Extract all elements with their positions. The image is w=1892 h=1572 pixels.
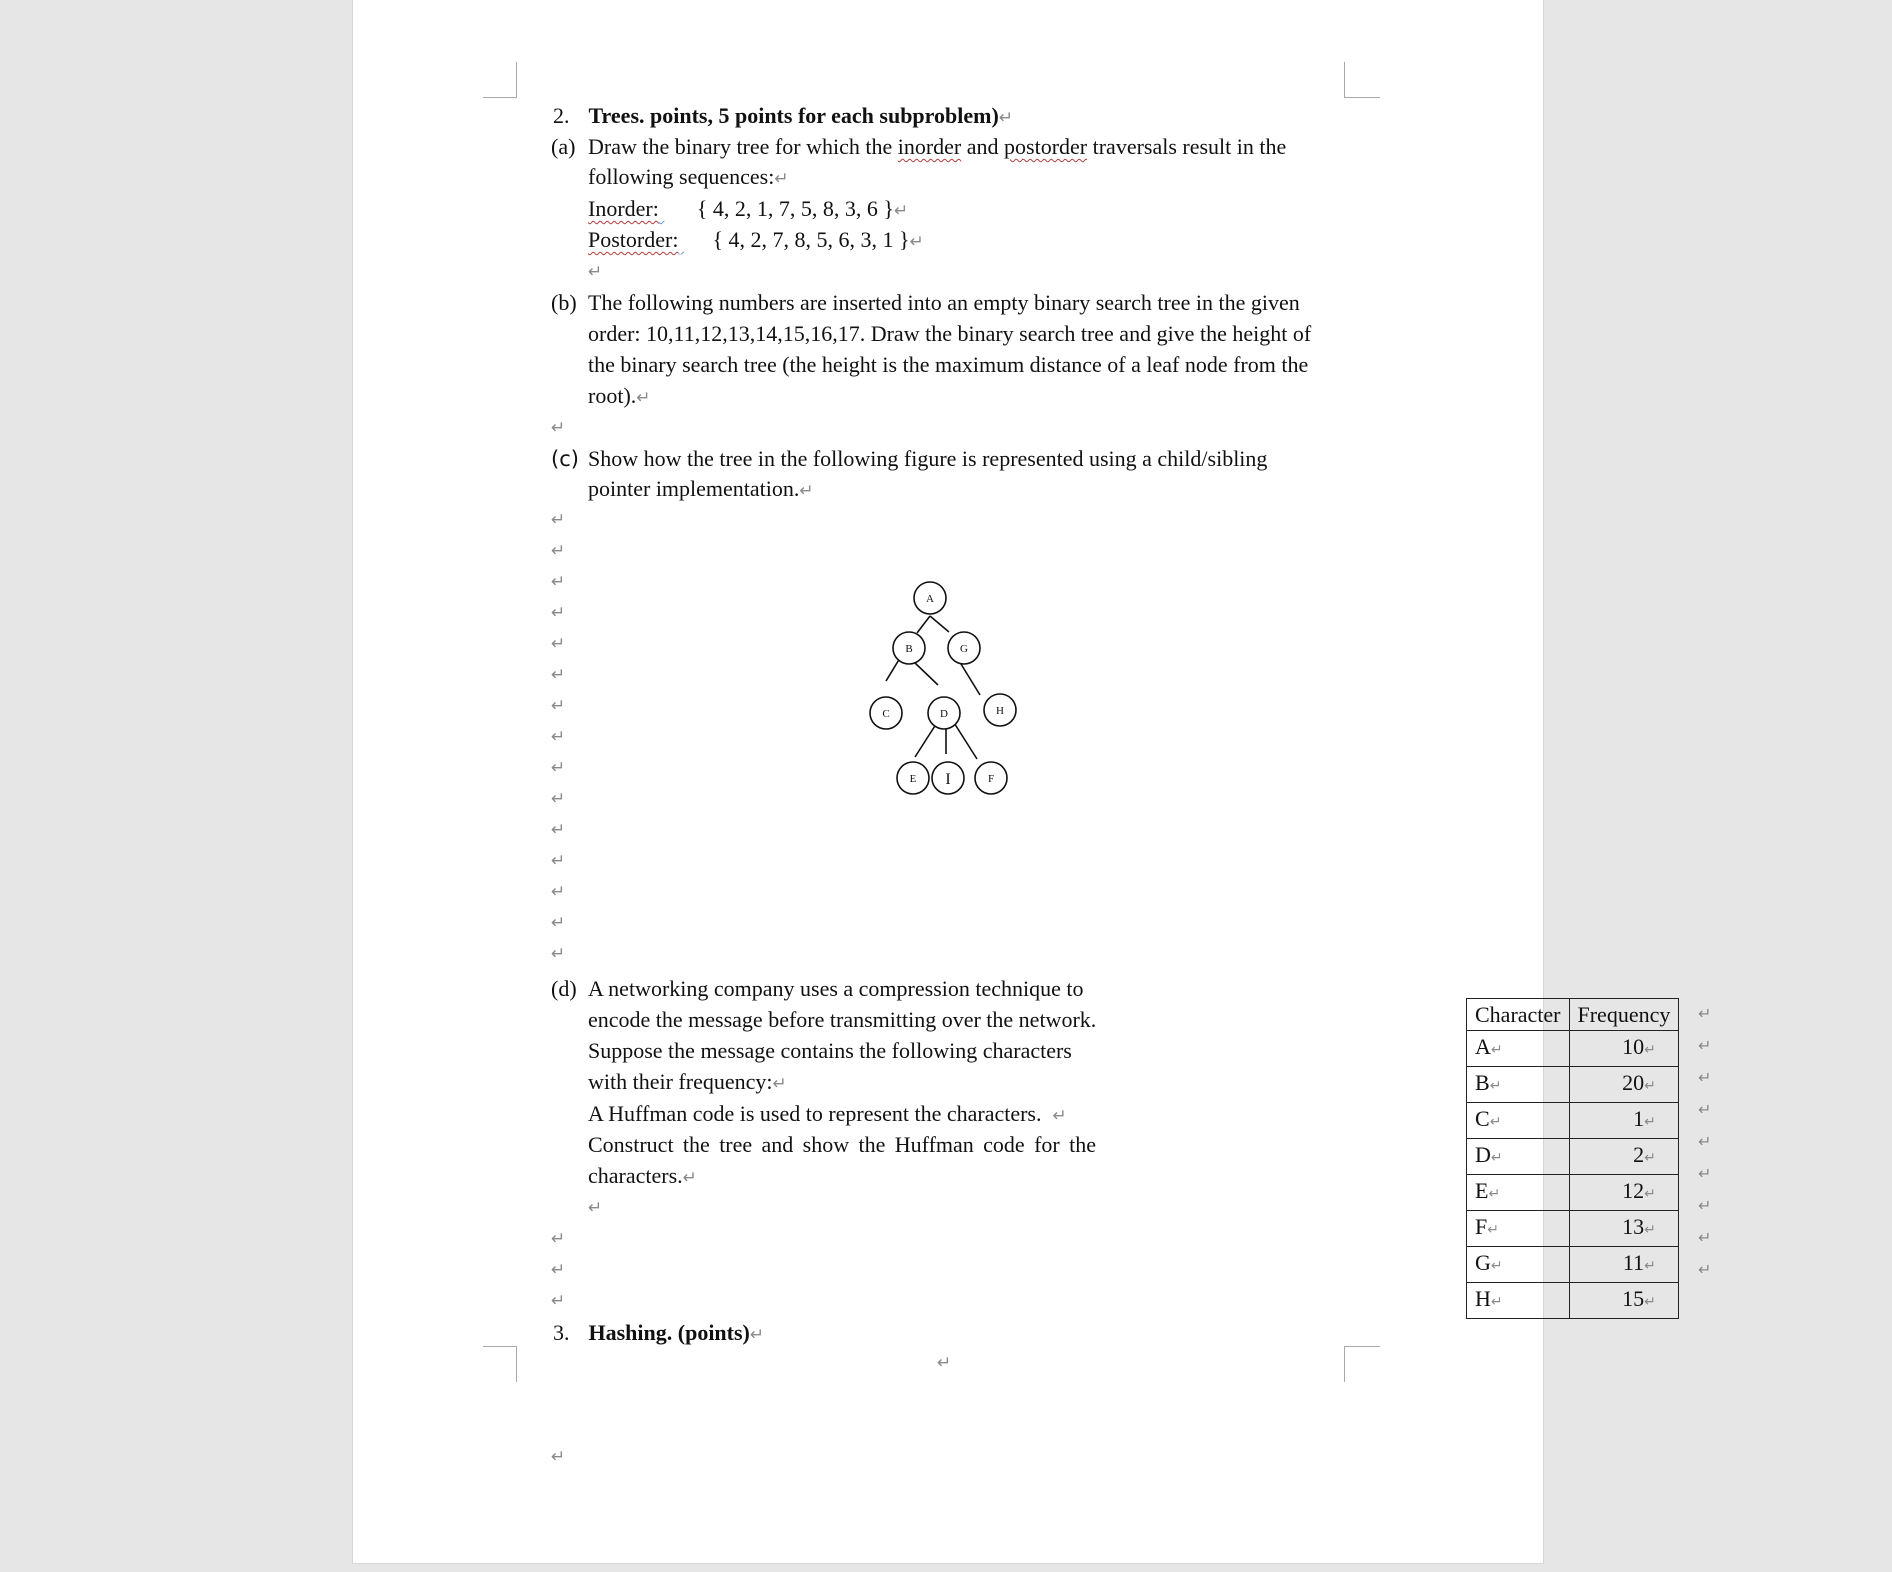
tree-node-a: A bbox=[926, 593, 934, 605]
postorder-label: Postorder: bbox=[588, 227, 679, 252]
qa-label: (a) bbox=[551, 134, 576, 159]
inorder-line bbox=[588, 194, 908, 226]
cell-frequency-text: 1 bbox=[1633, 1106, 1645, 1131]
cell-end-mark: ↵ bbox=[1644, 1222, 1656, 1238]
crop-mark-top-right bbox=[1344, 62, 1345, 98]
document-page bbox=[352, 0, 1712, 1564]
qd-line7-text: characters. bbox=[588, 1163, 683, 1188]
cell-character-text: D bbox=[1475, 1142, 1491, 1167]
table-row bbox=[1467, 1283, 1679, 1319]
cell-character bbox=[1467, 1031, 1570, 1067]
cell-frequency bbox=[1569, 1211, 1679, 1247]
table-row bbox=[1467, 1247, 1679, 1283]
crop-mark-bottom-left bbox=[516, 1346, 517, 1382]
row-end-mark: ↵ bbox=[1698, 1196, 1712, 1215]
cell-end-mark: ↵ bbox=[1644, 1150, 1656, 1166]
qc-line2-text: pointer implementation. bbox=[588, 476, 800, 501]
paragraph-mark: ↵ bbox=[551, 851, 566, 871]
paragraph-mark: ↵ bbox=[551, 944, 566, 964]
paragraph-mark: ↵ bbox=[937, 1353, 952, 1373]
cell-end-mark: ↵ bbox=[1489, 1114, 1502, 1130]
cell-end-mark: ↵ bbox=[1644, 1114, 1656, 1130]
cell-end-mark: ↵ bbox=[1490, 1042, 1503, 1058]
q3-number: 3. bbox=[553, 1320, 570, 1345]
qa-line1 bbox=[588, 132, 1286, 162]
qb-line4-text: root). bbox=[588, 383, 637, 408]
qd-line6: Construct the tree and show the Huffman code for the bbox=[588, 1132, 1096, 1157]
paragraph-mark: ↵ bbox=[588, 1198, 603, 1218]
qd-line4 bbox=[588, 1067, 787, 1099]
cell-character bbox=[1467, 1283, 1570, 1319]
qd-line5 bbox=[588, 1099, 1067, 1131]
cell-frequency-text: 10 bbox=[1622, 1034, 1645, 1059]
cell-frequency bbox=[1569, 1247, 1679, 1283]
paragraph-mark: ↵ bbox=[551, 665, 566, 685]
row-end-mark: ↵ bbox=[1698, 1260, 1712, 1279]
paragraph-mark: ↵ bbox=[998, 108, 1014, 128]
paragraph-mark: ↵ bbox=[551, 541, 566, 561]
paragraph-mark: ↵ bbox=[551, 820, 566, 840]
table-row bbox=[1467, 1139, 1679, 1175]
table-row bbox=[1467, 1211, 1679, 1247]
paragraph-mark: ↵ bbox=[551, 758, 566, 778]
paragraph-mark: ↵ bbox=[551, 882, 566, 902]
header-frequency-text: Frequency bbox=[1577, 1002, 1671, 1027]
qa-line2 bbox=[588, 162, 789, 194]
tree-node-i: I bbox=[945, 771, 951, 788]
qa-line2-text: following sequences: bbox=[588, 164, 775, 189]
cell-character-text: G bbox=[1475, 1250, 1491, 1275]
cell-character bbox=[1467, 1067, 1570, 1103]
qd-line3: Suppose the message contains the following characters bbox=[588, 1038, 1072, 1063]
qd-line7 bbox=[588, 1161, 697, 1193]
cell-end-mark: ↵ bbox=[1490, 1150, 1503, 1166]
qb-line2: order: 10,11,12,13,14,15,16,17. Draw the binary search tree and give the height of bbox=[588, 321, 1312, 346]
cell-character-text: H bbox=[1475, 1286, 1491, 1311]
cell-frequency bbox=[1569, 1103, 1679, 1139]
cell-frequency bbox=[1569, 1175, 1679, 1211]
tree-node-f: F bbox=[987, 773, 995, 785]
cell-character bbox=[1467, 1103, 1570, 1139]
cell-frequency bbox=[1569, 1283, 1679, 1319]
q3-title: Hashing. (points) bbox=[588, 1320, 750, 1345]
q2-title: Trees. points, 5 points for each subproblem) bbox=[588, 103, 999, 128]
qd-line5-text: A Huffman code is used to represent the characters. bbox=[588, 1101, 1042, 1126]
qa-text-post: traversals result in the bbox=[1087, 134, 1287, 159]
tree-node-e: E bbox=[909, 773, 917, 785]
cell-frequency-text: 20 bbox=[1622, 1070, 1645, 1095]
row-end-mark: ↵ bbox=[1698, 1228, 1712, 1247]
postorder-sequence: { 4, 2, 7, 8, 5, 6, 3, 1 } bbox=[712, 227, 910, 252]
tree-node-c: C bbox=[882, 708, 890, 720]
table-row bbox=[1467, 1067, 1679, 1103]
tree-figure bbox=[853, 576, 1133, 800]
paragraph-mark: ↵ bbox=[551, 603, 566, 623]
qa-text: Draw the binary tree for which the bbox=[588, 134, 898, 159]
paragraph-mark: ↵ bbox=[636, 388, 651, 408]
cell-character-text: E bbox=[1475, 1178, 1489, 1203]
cell-end-mark: ↵ bbox=[1489, 1078, 1502, 1094]
cell-character-text: A bbox=[1475, 1034, 1491, 1059]
row-end-mark: ↵ bbox=[1698, 1100, 1712, 1119]
qd-line2: encode the message before transmitting over the network. bbox=[588, 1007, 1097, 1032]
inorder-label: Inorder: bbox=[588, 196, 659, 221]
frequency-table bbox=[1466, 998, 1679, 1319]
paragraph-mark: ↵ bbox=[551, 634, 566, 654]
paragraph-mark: ↵ bbox=[551, 727, 566, 747]
cell-character-text: C bbox=[1475, 1106, 1490, 1131]
table-header-row bbox=[1467, 999, 1679, 1031]
tree-node-g: G bbox=[960, 643, 968, 655]
paragraph-mark: ↵ bbox=[682, 1168, 697, 1188]
row-end-mark: ↵ bbox=[1698, 1068, 1712, 1087]
paragraph-mark: ↵ bbox=[774, 169, 789, 189]
word-inorder: inorder bbox=[897, 134, 962, 159]
cell-frequency-text: 13 bbox=[1622, 1214, 1645, 1239]
paragraph-mark: ↵ bbox=[909, 232, 924, 252]
inorder-sequence: { 4, 2, 1, 7, 5, 8, 3, 6 } bbox=[696, 196, 894, 221]
cell-end-mark: ↵ bbox=[1490, 1258, 1503, 1274]
crop-mark-bottom-right-h bbox=[1344, 1346, 1380, 1347]
cell-character-text: B bbox=[1475, 1070, 1490, 1095]
row-end-mark: ↵ bbox=[1698, 1132, 1712, 1151]
paragraph-mark: ↵ bbox=[893, 201, 909, 221]
paragraph-mark: ↵ bbox=[551, 1447, 566, 1467]
paragraph-mark: ↵ bbox=[772, 1074, 787, 1094]
crop-mark-top-right-h bbox=[1344, 97, 1380, 98]
table-row bbox=[1467, 1103, 1679, 1139]
paragraph-mark: ↵ bbox=[1052, 1106, 1067, 1126]
paragraph-mark: ↵ bbox=[551, 418, 566, 438]
paragraph-mark: ↵ bbox=[551, 572, 566, 592]
qb-line1: The following numbers are inserted into an empty binary search tree in the given bbox=[588, 290, 1300, 315]
cell-character bbox=[1467, 1139, 1570, 1175]
cell-frequency bbox=[1569, 1067, 1679, 1103]
tree-node-d: D bbox=[940, 708, 948, 720]
cell-end-mark: ↵ bbox=[1644, 1258, 1656, 1274]
q2-number: 2. bbox=[553, 103, 570, 128]
header-character-text: Character bbox=[1475, 1002, 1561, 1027]
paragraph-mark: ↵ bbox=[551, 913, 566, 933]
qc-line2 bbox=[588, 474, 814, 506]
cell-end-mark: ↵ bbox=[1644, 1294, 1656, 1310]
cell-frequency-text: 12 bbox=[1622, 1178, 1645, 1203]
header-frequency bbox=[1569, 999, 1679, 1031]
qc-label: (c) bbox=[551, 447, 579, 471]
qd-line1: A networking company uses a compression technique to bbox=[588, 976, 1084, 1001]
crop-mark-bottom-left-h bbox=[483, 1346, 517, 1347]
crop-mark-top-left-h2 bbox=[483, 97, 517, 98]
tree-node-h: H bbox=[996, 705, 1004, 717]
row-end-mark: ↵ bbox=[1698, 1004, 1712, 1023]
cell-frequency-text: 2 bbox=[1633, 1142, 1645, 1167]
cell-character bbox=[1467, 1211, 1570, 1247]
cell-frequency-text: 15 bbox=[1622, 1286, 1645, 1311]
q2-heading bbox=[553, 101, 1013, 133]
paragraph-mark: ↵ bbox=[588, 262, 603, 282]
cell-character bbox=[1467, 1175, 1570, 1211]
cell-end-mark: ↵ bbox=[1644, 1078, 1656, 1094]
cell-character-text: F bbox=[1475, 1214, 1488, 1239]
cell-end-mark: ↵ bbox=[1487, 1222, 1499, 1238]
cell-end-mark: ↵ bbox=[1488, 1186, 1501, 1202]
qd-line4-text: with their frequency: bbox=[588, 1069, 773, 1094]
paragraph-mark: ↵ bbox=[551, 1291, 566, 1311]
paragraph-mark: ↵ bbox=[551, 789, 566, 809]
row-end-mark: ↵ bbox=[1698, 1036, 1712, 1055]
paragraph-mark: ↵ bbox=[551, 1229, 566, 1249]
table-row bbox=[1467, 1031, 1679, 1067]
cell-end-mark: ↵ bbox=[1644, 1042, 1656, 1058]
tree-node-b: B bbox=[905, 643, 913, 655]
word-postorder: postorder bbox=[1004, 134, 1088, 159]
qb-label: (b) bbox=[551, 290, 577, 315]
cell-frequency bbox=[1569, 1031, 1679, 1067]
paragraph-mark: ↵ bbox=[551, 1260, 566, 1280]
paragraph-mark: ↵ bbox=[799, 481, 814, 501]
cell-frequency-text: 11 bbox=[1622, 1250, 1645, 1275]
qa-text-mid: and bbox=[961, 134, 1005, 159]
cell-end-mark: ↵ bbox=[1490, 1294, 1503, 1310]
cell-frequency bbox=[1569, 1139, 1679, 1175]
qb-line4 bbox=[588, 381, 651, 413]
qd-label: (d) bbox=[551, 976, 577, 1001]
paragraph-mark: ↵ bbox=[551, 696, 566, 716]
cell-end-mark: ↵ bbox=[1644, 1186, 1656, 1202]
row-end-mark: ↵ bbox=[1698, 1164, 1712, 1183]
cell-character bbox=[1467, 1247, 1570, 1283]
crop-mark-top-left bbox=[516, 62, 517, 98]
table-row bbox=[1467, 1175, 1679, 1211]
paragraph-mark: ↵ bbox=[749, 1325, 765, 1345]
postorder-line bbox=[588, 225, 924, 257]
q3-heading bbox=[553, 1318, 764, 1350]
crop-mark-bottom-right bbox=[1344, 1346, 1345, 1382]
paragraph-mark: ↵ bbox=[551, 510, 566, 530]
qc-line1: Show how the tree in the following figure is represented using a child/sibling bbox=[588, 446, 1268, 471]
header-character bbox=[1467, 999, 1570, 1031]
qb-line3: the binary search tree (the height is the maximum distance of a leaf node from the bbox=[588, 352, 1309, 377]
